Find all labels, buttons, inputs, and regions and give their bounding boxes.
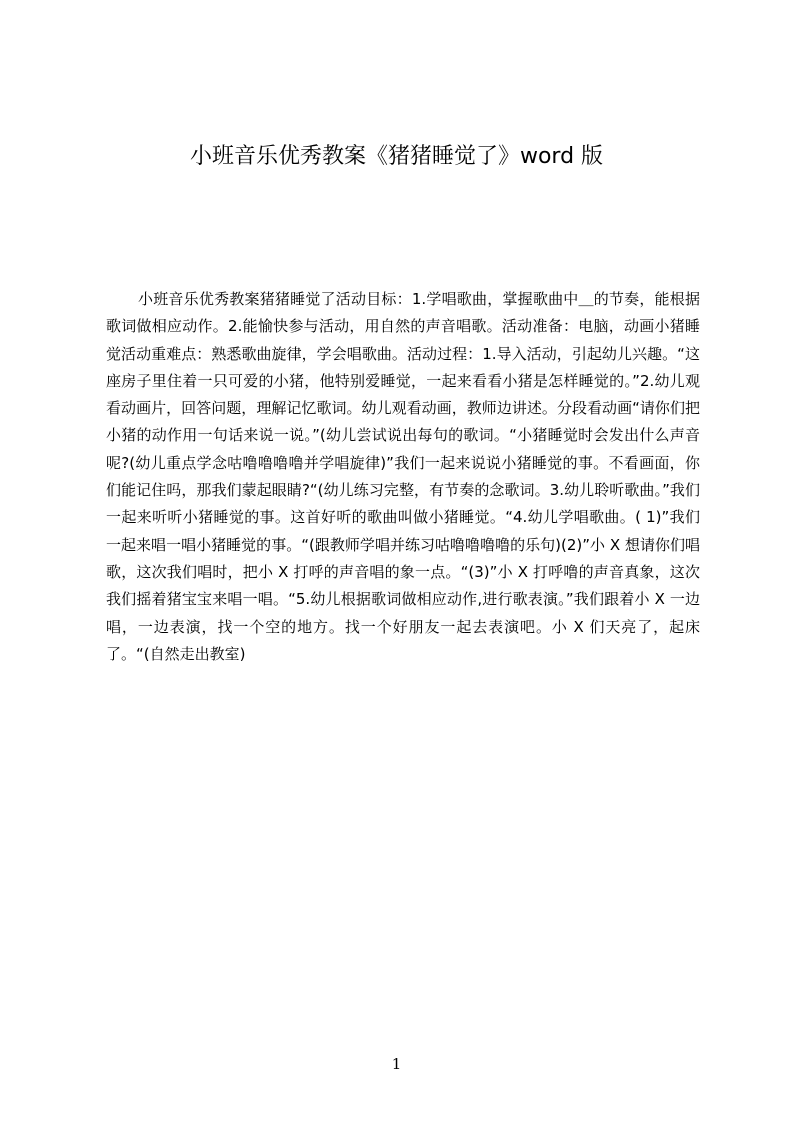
page-number: 1 (391, 1055, 402, 1073)
document-title: 小班音乐优秀教案《猪猪睡觉了》word 版 (189, 144, 604, 169)
document-body-paragraph: 小班音乐优秀教案猪猪睡觉了活动目标：1.学唱歌曲，掌握歌曲中＿的节奏，能根据歌词做相应动作。2.能愉快参与活动，用自然的声音唱歌。活动准备：电脑，动画小猪睡觉活动重难点：熟悉歌曲旋律，学会唱歌曲。活动过程：1.导入活动，引起幼儿兴趣。“这座房子里住着一只可爱的小猪，他特别爱睡觉，一起来看看小猪是怎样睡觉的。”2.幼儿观看动画片，回答问题，理解记忆歌词。幼儿观看动画，教师边讲述。分段看动画“请你们把小猪的动作用一句话来说一说。”(幼儿尝试说出每句的歌词。“小猪睡觉时会发出什么声音呢?(幼儿重点学念咕噜噜噜噜并学唱旋律)”我们一起来说说小猪睡觉的事。不看画面，你们能记住吗，那我们蒙起眼睛?“(幼儿练习完整，有节奏的念歌词。3.幼儿聆听歌曲。”我们一起来听听小猪睡觉的事。这首好听的歌曲叫做小猪睡觉。“4.幼儿学唱歌曲。( 1)”我们一起来唱一唱小猪睡觉的事。“(跟教师学唱并练习咕噜噜噜噜的乐句)(2)”小 X 想请你们唱歌，这次我们唱时，把小 X 打呼的声音唱的象一点。“(3)”小 X 打呼噜的声音真象，这次我们摇着猪宝宝来唱一唱。“5.幼儿根据歌词做相应动作,进行歌表演。”我们跟着小 X 一边唱，一边表演，找一个空的地方。找一个好朋友一起去表演吧。小 X 们天亮了，起床了。“(自然走出教室) (106, 290, 700, 663)
